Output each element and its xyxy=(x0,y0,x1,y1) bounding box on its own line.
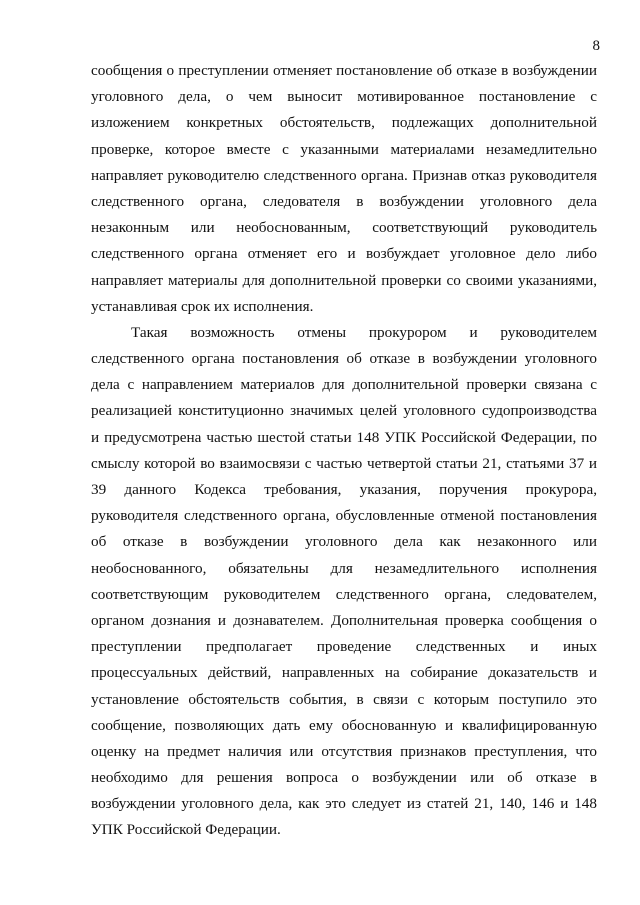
text-line: сообщения о преступлении отменяет постановление об отказе в возбуждении xyxy=(91,62,597,79)
text-line: Такая возможность отмены прокурором и руководителем xyxy=(131,323,597,341)
text-line: установление обстоятельств события, в связи с которым поступило это xyxy=(91,690,597,708)
text-line: необходимо для решения вопроса о возбуждении или об отказе в xyxy=(91,769,597,787)
text-line: об отказе в возбуждении уголовного дела как незаконного или xyxy=(91,533,597,551)
text-line: смыслу которой во взаимосвязи с частью четвертой статьи 21, статьями 37 и xyxy=(91,454,597,472)
paragraph-2 xyxy=(91,320,597,844)
text-line: УПК Российской Федерации. xyxy=(91,821,281,839)
page-number: 8 xyxy=(592,38,600,54)
text-line: необоснованного, обязательны для незамедлительного исполнения xyxy=(91,559,597,577)
text-line: следственного органа постановления об отказе в возбуждении уголовного xyxy=(91,350,597,368)
text-line: 39 данного Кодекса требования, указания, поручения прокурора, xyxy=(91,481,597,498)
text-line: руководителя следственного органа, обусловленные отменой постановления xyxy=(91,507,597,525)
text-line: уголовного дела, о чем выносит мотивированное постановление с xyxy=(91,88,597,106)
text-line: и предусмотрена частью шестой статьи 148 УПК Российской Федерации, по xyxy=(91,428,597,446)
text-line: следственного органа, следователя в возбуждении уголовного дела xyxy=(91,192,597,210)
text-line: органом дознания и дознавателем. Дополнительная проверка сообщения о xyxy=(91,611,597,629)
text-line: направляет материалы для дополнительной проверки со своими указаниями, xyxy=(91,271,597,289)
text-line: направляет руководителю следственного органа. Признав отказ руководителя xyxy=(91,166,597,184)
text-line: возбуждении уголовного дела, как это следует из статей 21, 140, 146 и 148 xyxy=(91,795,597,813)
text-line: соответствующим руководителем следственного органа, следователем, xyxy=(91,585,597,603)
text-line: устанавливая срок их исполнения. xyxy=(91,297,314,315)
text-line: оценку на предмет наличия или отсутствия признаков преступления, что xyxy=(91,742,597,760)
document-body xyxy=(91,58,597,844)
text-line: проверке, которое вместе с указанными материалами незамедлительно xyxy=(91,140,597,158)
text-line: преступлении предполагает проведение следственных и иных xyxy=(91,638,597,656)
text-line: сообщение, позволяющих дать ему обоснованную и квалифицированную xyxy=(91,716,597,734)
text-line: реализацией конституционно значимых целей уголовного судопроизводства xyxy=(91,402,597,420)
text-line: изложением конкретных обстоятельств, подлежащих дополнительной xyxy=(91,114,597,132)
text-line: процессуальных действий, направленных на собирание доказательств и xyxy=(91,664,597,682)
text-line: незаконным или необоснованным, соответствующий руководитель xyxy=(91,219,597,237)
paragraph-1 xyxy=(91,58,597,320)
text-line: дела с направлением материалов для дополнительной проверки связана с xyxy=(91,376,597,394)
text-line: следственного органа отменяет его и возбуждает уголовное дело либо xyxy=(91,245,597,263)
